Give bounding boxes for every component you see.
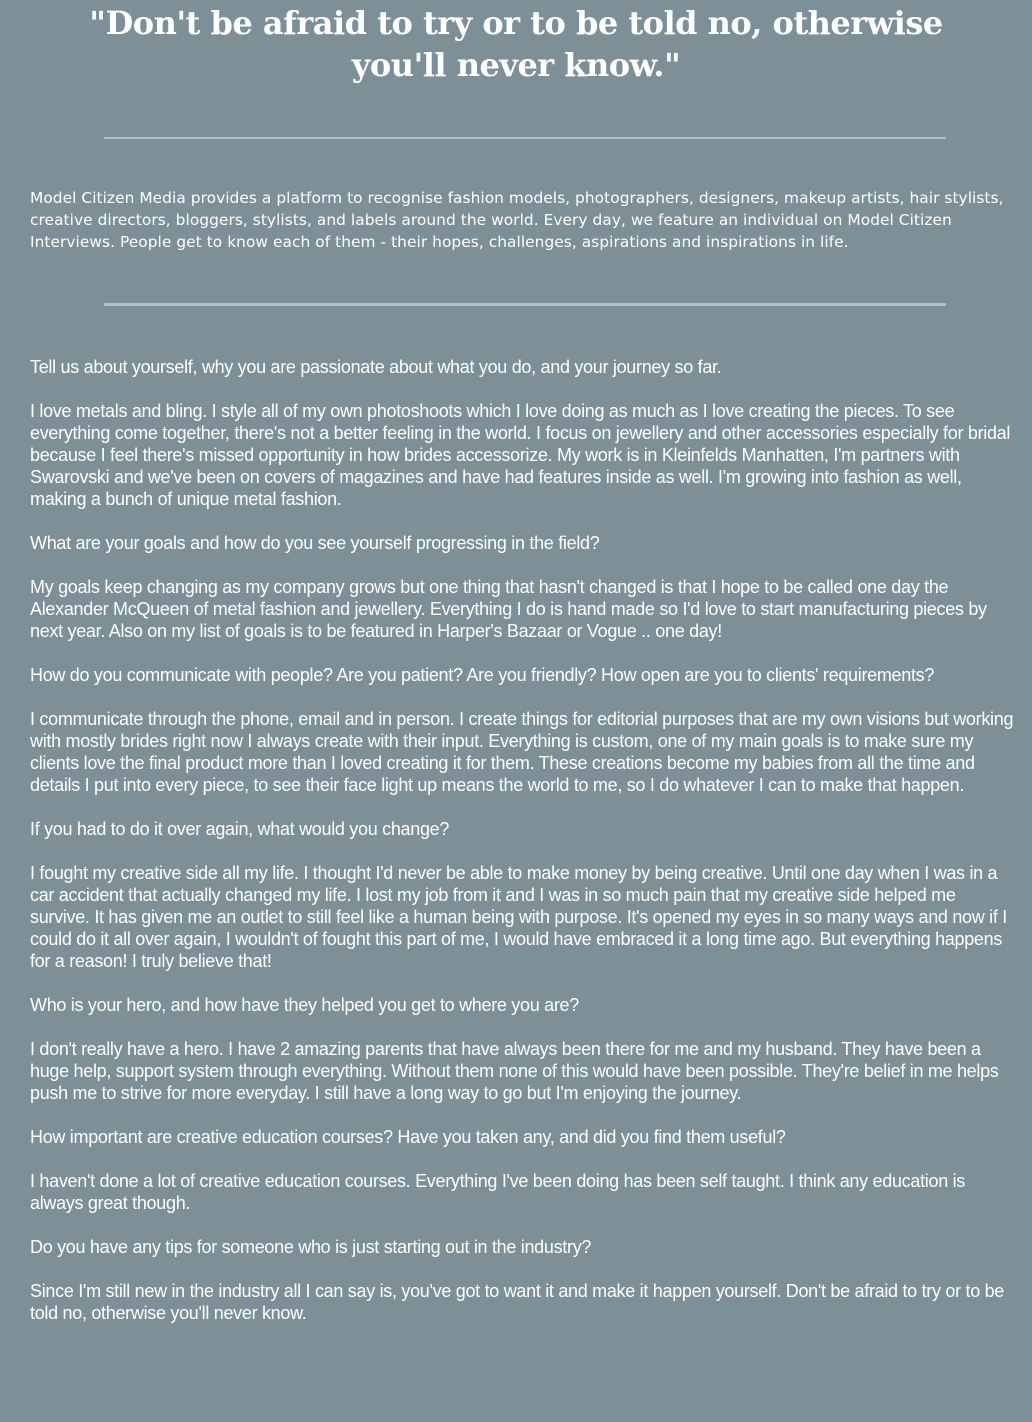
interview-question: Tell us about yourself, why you are passionate about what you do, and your journey so far. bbox=[30, 357, 722, 377]
interview-answer: I fought my creative side all my life. I thought I'd never be able to make money by being creative. Until one day when I was in a car accident that actually changed my life. I lost my job from it and I was in so much pain that my creative side helped me survive. It has given me an outlet to still feel like a human being with purpose. It's opened my eyes in so many ways and now if I could do it all over again, I wouldn't of fought this part of me, I would have embraced it a long time ago. But everything happens for a reason! I truly believe that! bbox=[30, 863, 1007, 971]
interview-question: How do you communicate with people? Are you patient? Are you friendly? How open are you to clients' requirements? bbox=[30, 665, 935, 685]
interview-question: If you had to do it over again, what would you change? bbox=[30, 819, 450, 839]
interview-answer: My goals keep changing as my company grows but one thing that hasn't changed is that I hope to be called one day the Alexander McQueen of metal fashion and jewellery. Everything I do is hand made so I'd love to start manufacturing pieces by next year. Also on my list of goals is to be featured in Harper's Bazaar or Vogue .. one day! bbox=[30, 577, 987, 641]
interview-answer: I communicate through the phone, email and in person. I create things for editorial purposes that are my own visions but working with mostly brides right now I always create with their input. Everything is custom, one of my main goals is to make sure my clients love the final product more than I loved creating it for them. These creations become my babies from all the time and details I put into every piece, to see their face light up means the world to me, so I do whatever I can to make that happen. bbox=[30, 709, 1014, 795]
interview-answer: I love metals and bling. I style all of my own photoshoots which I love doing as much as I love creating the pieces. To see everything come together, there's not a better feeling in the world. I focus on jewellery and other accessories especially for bridal because I feel there's missed opportunity in how brides accessorize. My work is in Kleinfelds Manhatten, I'm partners with Swarovski and we've been on covers of magazines and have had features inside as well. I'm growing into fashion as well, making a bunch of unique metal fashion. bbox=[30, 401, 1011, 509]
divider-bottom bbox=[104, 303, 946, 306]
interview-question: Who is your hero, and how have they helped you get to where you are? bbox=[30, 995, 579, 1015]
interview-answer: I don't really have a hero. I have 2 amazing parents that have always been there for me and my husband. They have been a huge help, support system through everything. Without them none of this would have been possible. They're belief in me helps push me to strive for more everyday. I still have a long way to go but I'm enjoying the journey. bbox=[30, 1039, 999, 1103]
interview-body bbox=[30, 356, 1016, 1324]
interview-question: What are your goals and how do you see yourself progressing in the field? bbox=[30, 533, 600, 553]
interview-question: How important are creative education courses? Have you taken any, and did you find them useful? bbox=[30, 1127, 786, 1147]
interview-answer: I haven't done a lot of creative education courses. Everything I've been doing has been self taught. I think any education is always great though. bbox=[30, 1171, 966, 1213]
interview-answer: Since I'm still new in the industry all I can say is, you've got to want it and make it happen yourself. Don't be afraid to try or to be told no, otherwise you'll never know. bbox=[30, 1281, 1005, 1323]
interview-question: Do you have any tips for someone who is just starting out in the industry? bbox=[30, 1237, 592, 1257]
pull-quote: "Don't be afraid to try or to be told no, otherwise you'll never know." bbox=[89, 4, 943, 84]
divider-top bbox=[104, 137, 946, 139]
intro-text: Model Citizen Media provides a platform to recognise fashion models, photographers, designers, makeup artists, hair stylists, creative directors, bloggers, stylists, and labels around the world. Every day, we feature an individual on Model Citizen Interviews. People get to know each of them - their hopes, challenges, aspirations and inspirations in life. bbox=[30, 189, 1004, 251]
